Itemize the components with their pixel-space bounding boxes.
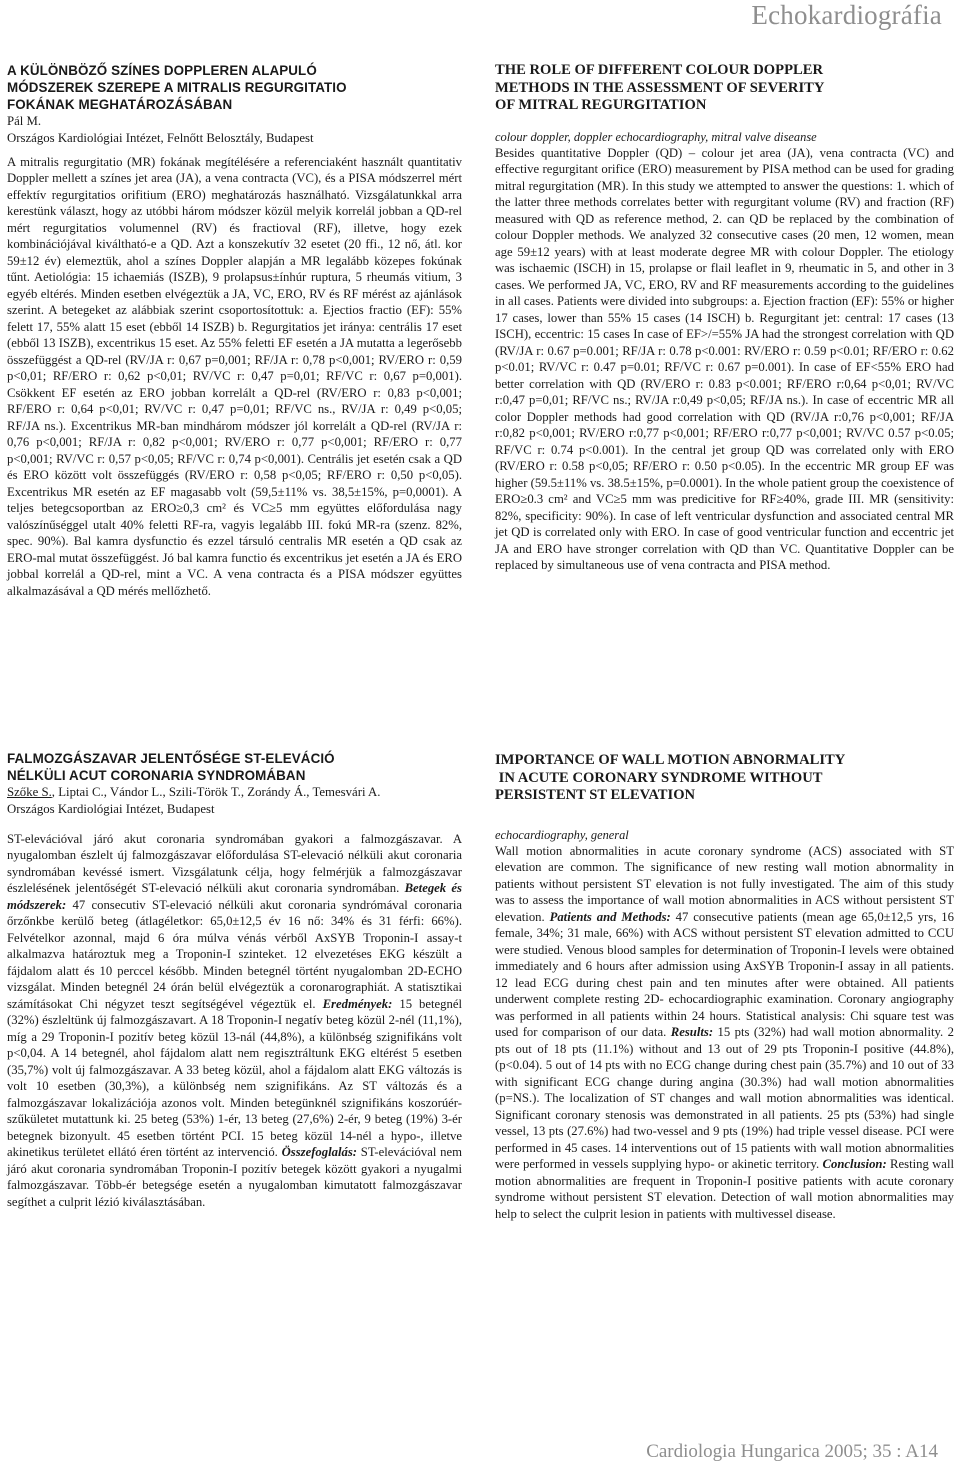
title-line: MÓDSZEREK SZEREPE A MITRALIS REGURGITATIO (7, 80, 347, 95)
section-header: Echokardiográfia (751, 0, 942, 30)
title-line: THE ROLE OF DIFFERENT COLOUR DOPPLER (495, 62, 823, 78)
title-line: PERSISTENT ST ELEVATION (495, 787, 696, 803)
abstract-body (495, 843, 954, 1222)
results-label: Results: (670, 1025, 714, 1040)
body-results: 15 pts (32%) had wall motion abnormality. 2 pts out of 18 pts (11.1%) without and 13 out of 29 pts Troponin-I positive (44.8%),(p<0.04). 5 out of 14 pts with no ECG change during chest pain (35.7%) and 10 out of 33 with significant ECG change during angina (30.3%) had wall motion abnormalities (p=NS.). The localization of ST changes and wall motion abnormalities was identical. Significant coronary stenosis was demonstrated in all patients. 25 pts (53%) had single vessel, 13 pts (27.6%) had two-vessel and 9 pts (19%) had triple vessel disease. PCI were performed in 45 cases. 14 interventions out of 15 patients with wall motion abnormalities were performed in vessels supplying hypo- or akinetic territory. (495, 1025, 954, 1172)
authors-line (7, 784, 462, 801)
institution-line: Országos Kardiológiai Intézet, Budapest (7, 801, 215, 816)
abstract-title (495, 752, 954, 805)
keywords-line: echocardiography, general (495, 827, 629, 842)
abstract-body (7, 831, 462, 1210)
body-intro: Wall motion abnormalities in acute coronary syndrome (ACS) associated with ST elevation are common. The significance of new resting wall motion abnormality in patients without persistent ST elevation is not fully investigated. The aim of this study was to assess the importance of wall motion abnormalities in ACS without persistent ST elevation. (495, 844, 954, 924)
title-line: IMPORTANCE OF WALL MOTION ABNORMALITY (495, 752, 846, 768)
methods-label: Patients and Methods: (549, 909, 671, 924)
body-intro: ST-elevációval járó akut coronaria syndromában gyakori a falmozgászavar. A nyugalomban észlelt új falmozgászavar előfordulása ST-elevació nélküli akut coronaria syndromában kevéssé ismert. Vizsgálatunk célja, hogy felmérjük a falmozgászavar észlelésének jelentőségét ST-elevació nélküli akut coronaria syndromában. (7, 832, 462, 896)
abstract-mitral-hu (7, 62, 462, 599)
title-line: OF MITRAL REGURGITATION (495, 97, 707, 113)
abstract-body: A mitralis regurgitatio (MR) fokának megítélésére a referenciaként használt quantitativ Doppler mellett a színes jet area (JA), a vena contracta (VC), és a PISA módszerrel mért effektív regurgitatios orifitium (ERO) meghatározás használható. Vizsgálatunkkal arra kerestünk választ, hogy az utóbbi három módszer közül melyik korrelál jobban a QD-rel mért regurgitatios volumennel (RV) és fractioval (RF), illetve, hogy ezek kombinációjával kiváltható-e a QD. Azt a konszekutív 32 esetet (20 ffi., 12 nő, átl. kor 59±12 év) elemeztük, ahol a színes Doppler alapján a MR legalább közepes fokúnak tűnt. Aetiológia: 15 ichaemiás (ISZB), 9 prolapsus±ínhúr ruptura, 5 rheumás vitium, 3 egyéb eltérés. Minden esetben elvégeztük a JA, VC, ERO, RV és RF mérést az ajánlások szerint. A betegeket az alábbiak szerint csoportosítottuk: a. Ejectios fractio (EF): 55% felett 17, 55% alatt 15 eset (ebből 14 ISZB) b. Regurgitatios jet iránya: centrális 17 eset (ebből 13 ISZB), excentrikus 15 eset. Az 55% feletti EF esetén a JA mutatta a legerősebb összefüggést a QD-rel (RV/JA r: 0,67 p=0,001; RF/JA r: 0,78 p<0,001; RV/ERO r: 0,59 p<0,01; RF/ERO r: 0,62 p<0,01; RV/VC r: 0,47 p=0,01; RF/VC r: 0,67 p=0,001). Csökkent EF esetén az ERO jobban korrelált a QD-rel (RV/ERO r: 0,83 p<0,001; RF/ERO r: 0,64 p<0,01; RV/VC r: 0,47 p=0,01; RF/VC ns., RV/JA r: 0,49 p<0,05; RF/JA ns.). Excentrikus MR-ban mindhárom módszer jól korrelált a QD-rel (RV/JA r: 0,76 p<0,001; RF/JA r: 0,82 p<0,001; RV/ERO r: 0,77 p<0,001; RF/ERO r: 0,77 p<0,001; RV/VC r: 0,57 p<0,05; RF/VC r: 0,74 p<0,001). Centrális jet esetén csak a QD és ERO között volt összefüggés (RV/ERO r: 0,58 p<0,05; RF/ERO r: 0,50 p<0,05). Excentrikus MR esetén az EF magasabb volt (59,5±11% vs. 38,5±15%, p=0,0001). A teljes betegcsoportban az ERO≥0,3 cm² és VC≥5 mm együttes előfordulása nagy valószínűséggel utalt 40% feletti RF-ra, vagyis legalább III. fokú MR-ra (szenz. 82%, spec. 90%). Bal kamra dysfunctio és ezzel társuló centralis MR esetén a QD csak az ERO-mal mutat összefüggést. Jó bal kamra functio és excentrikus jet esetén a JA és ERO jobbal korrelál a QD-rel, mint a VC. A vena contracta és a PISA módszer együttes alkalmazásával a QD mérés mellőzhető. (7, 155, 462, 598)
abstract-title (7, 750, 462, 784)
keywords-line: colour doppler, doppler echocardiography, mitral valve diseanse (495, 129, 817, 144)
presenting-author: Szőke S. (7, 785, 52, 799)
body-results: 15 betegnél (32%) észleltünk új falmozgászavart. A 18 Troponin-I negatív beteg közül 2-nél (11,1%), míg a 29 Troponin-I pozitív beteg közül 13-nál (44,8%), a különbség szignifikáns volt p<0,04. A 14 betegnél, ahol fájdalom alatt nem regisztráltunk EKG eltérést 5 esetben (35,7%) volt új falmozgászavar. A 33 beteg közül, ahol a fájdalom alatt EKG változás is volt 10 esetben (30,3%), a különbség nem szignifikáns. Az ST változás és a falmozgászavar lokalizációja azonos volt. Minden betegünknél szignifikáns koszorúér-szűkületet mutattunk ki. 25 beteg (53%) 1-ér, 13 beteg (27,6%) 2-ér, 9 beteg (19%) 3-ér betegnek bizonyult. 45 esetben történt PCI. 15 beteg közül 14-nél a hypo-, illetve akinetikus területet ellátó éren történt az intervenció. (7, 996, 462, 1160)
title-line: METHODS IN THE ASSESSMENT OF SEVERITY (495, 79, 825, 96)
abstract-title (495, 62, 954, 115)
author-line: Pál M. (7, 114, 42, 128)
title-line: A KÜLÖNBÖZŐ SZÍNES DOPPLEREN ALAPULÓ (7, 63, 317, 78)
methods-label: Betegek és módszerek: (7, 881, 462, 912)
institution-line: Országos Kardiológiai Intézet, Felnőtt Belosztály, Budapest (7, 130, 314, 145)
abstract-wall-motion-en (495, 752, 954, 1222)
title-line: FOKÁNAK MEGHATÁROZÁSÁBAN (7, 97, 233, 112)
conclusion-label: Összefoglalás: (281, 1145, 358, 1160)
body-conclusion: ST-elevációval nem járó akut coronaria syndromában Troponin-I pozitív betegek között gyakori a nyugalmi falmozgászavar. Több-ér betegsége esetén a nyugalomban kimutatott falmozgászavar segíthet a culprit lézió kiválasztásában. (7, 1145, 462, 1209)
abstract-mitral-en (495, 62, 954, 574)
title-line: FALMOZGÁSZAVAR JELENTŐSÉGE ST-ELEVÁCIÓ (7, 751, 335, 766)
body-methods: 47 consecutiv ST-elevació nélküli akut coronaria syndrómával coronaria őrzőnkbe kerülő beteg (átlagéletkor: 65,0±12,5 év 16 nő: 34% és 31 férfi: 66%). Felvételkor azonnal, majd 6 óra múlva vénás vérből AxSYB Troponin-I assay-t alkalmazva határoztuk meg a Troponin-I szinteket. 12 elvezetéses EKG készült a fájdalom alatt és 10 perccel később. Minden betegnél történt nyugalomban 2D-ECHO vizsgálat. Minden betegnél 24 órán belül elvégeztük a coronarographiát. A statisztikai számításokat Chi négyzet teszt segítségével végeztük el. (7, 897, 462, 1011)
abstract-body: Besides quantitative Doppler (QD) – colour jet area (JA), vena contracta (VC) and effective regurgitant orifice (ERO) measurement by PISA method can be used for grading mitral regurgitation (MR). In this study we attempted to answer the questions: 1. which of the latter three methods correlates better with regurgitant volume (RV) and fraction (RF) measured with QD as reference method, 2. can QD be replaced by the combination of colour Doppler methods. We analyzed 32 consecutive cases (20 men, 12 women, mean age 59±12 years) with at least moderate degree MR with colour Doppler. The etiology was ischaemic (ISCH) in 15, prolapse or flail leaflet in 9, rheumatic in 5, and other in 3 cases. We performed JA, VC, ERO, RV and RF measurements according to the guidelines in all cases. Patients were divided into subgroups: a. Ejection fraction (EF): 55% or higher 17 cases, lower than 55% 15 cases (14 ISCH) b. Regurgitant jet: central: 17 cases (13 ISCH), eccentric: 15 cases In case of EF>/=55% JA had the strongest correlation with QD (RV/JA r: 0.67 p=0.001; RF/JA r: 0.78 p<0.001: RV/ERO r: 0.59 p<0.01; RF/ERO r: 0.62 p<0.01; RV/VC r: 0.47 p=0.01; RF/VC r: 0.67 p=0.001). In case of EF<55% ERO had better correlation with QD (RV/ERO r: 0.83 p<0.001; RF/ERO r:0,64 p<0,01; RV/VC r:0,47 p=0,01; RF/VC ns.; RV/JA r:0,49 p<0,05; RF/JA ns.). In case of eccentric MR all color Doppler methods had good correlation with QD (RV/JA r:0,76 p<0,001; RF/JA r:0,82 p<0,001; RV/ERO r:0,77 p<0,001; RF/ERO r:0,77 p<0,001; RV/VC 0.57 p<0.05; RF/VC r: 0.74 p<0.001). In the central jet group QD was correlated only with ERO (RV/ERO r: 0.58 p<0,05; RF/ERO r: 0.50 p<0.05). In the eccentric MR group EF was higher (59.5±11% vs. 38.5±15%, p=0.0001). In the whole patient group the coexistence of ERO≥0.3 cm² and VC≥5 mm was predicitive for RF≥40%, grade III. MR (sensitivity: 82%, specificity: 90%). In case of left ventricular dysfunction and associated central MR jet QD is correlated only with ERO. In case of good ventricular function and eccentric jet JA and ERO have stronger correlation with QD than VC. Quantitative Doppler can be replaced by simultaneous use of vena contracta and PISA method. (495, 146, 954, 573)
body-conclusion: Resting wall motion abnormalities are frequent in Troponin-I positive patients with acute coronary syndrome without persistent ST elevation. Detection of wall motion abnormalities may help to select the culprit lesion in patients with multivessel disease. (495, 1157, 954, 1221)
body-methods: 47 consecutive patients (mean age 65,0±12,5 yrs, 16 female, 34%; 31 male, 66%) with ACS without persistent ST elevation admitted to CCU were studied. Venous blood samples for determination of Troponin-I levels were obtained immediately and 6 hours after admission using AxSYB Troponin-I assay in all patients. 12 lead ECG during chest pain and ten minutes after were obtained. All patients underwent complete resting 2D- echocardiographic examination. Coronary angiography was performed in all patients within 24 hours. Statistical analysis: Chi square test was used for comparison of our data. (495, 909, 954, 1040)
title-line: IN ACUTE CORONARY SYNDROME WITHOUT (495, 769, 823, 786)
conclusion-label: Conclusion: (822, 1157, 887, 1172)
co-authors: , Liptai C., Vándor L., Szili-Török T., Zorándy Á., Temesvári A. (51, 785, 381, 799)
title-line: NÉLKÜLI ACUT CORONARIA SYNDROMÁBAN (7, 768, 306, 783)
journal-citation: Cardiologia Hungarica 2005; 35 : A14 (646, 1441, 938, 1462)
abstract-title (7, 62, 462, 113)
abstract-wall-motion-hu (7, 750, 462, 1210)
results-label: Eredmények: (322, 996, 393, 1011)
